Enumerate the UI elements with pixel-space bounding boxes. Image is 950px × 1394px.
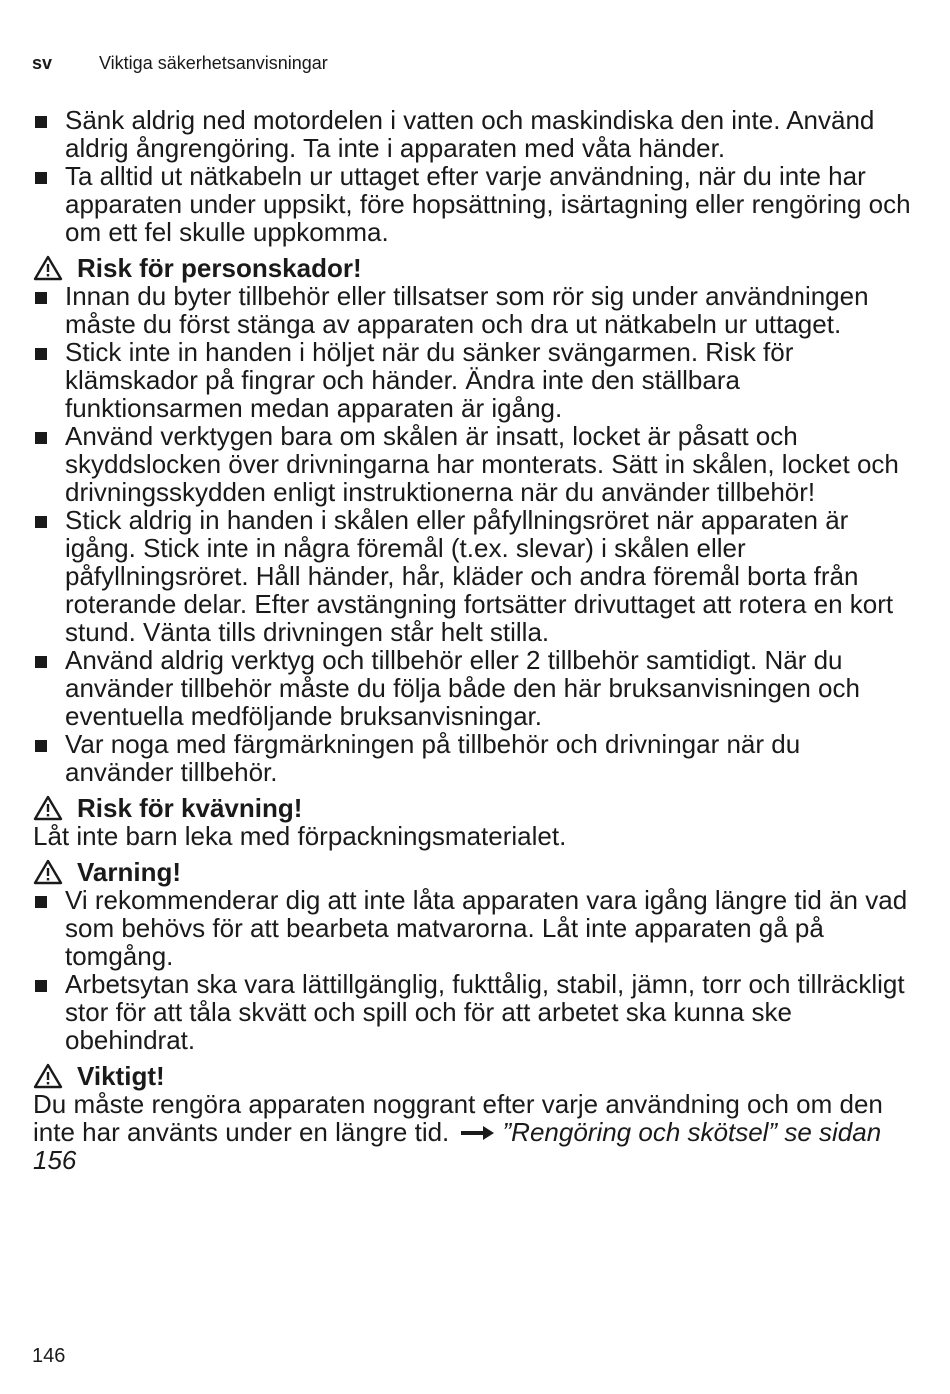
section-title: Viktiga säkerhetsanvisningar	[99, 53, 328, 73]
square-bullet-icon	[35, 116, 47, 128]
square-bullet-icon	[35, 348, 47, 360]
warning-heading-viktigt: Viktigt!	[33, 1062, 913, 1090]
square-bullet-icon	[35, 292, 47, 304]
warning-triangle-icon	[33, 859, 63, 885]
page-number: 146	[32, 1345, 66, 1367]
list-item: Ta alltid ut nätkabeln ur uttaget efter varje användning, när du inte har apparaten under uppsikt, före hopsättning, isärtagning eller rengöring och om ett fel skulle uppkomma.	[33, 162, 913, 246]
square-bullet-icon	[35, 432, 47, 444]
language-code: sv	[32, 53, 53, 73]
list-item: Vi rekommenderar dig att inte låta apparaten vara igång längre tid än vad som behövs för att bearbeta matvarorna. Låt inte apparaten gå på tomgång.	[33, 886, 913, 970]
square-bullet-icon	[35, 896, 47, 908]
list-item: Arbetsytan ska vara lättillgänglig, fukttålig, stabil, jämn, torr och tillräckligt stor för att tåla skvätt och spill och för att arbetet ska kunna ske obehindrat.	[33, 970, 913, 1054]
arrow-right-icon	[461, 1125, 495, 1141]
square-bullet-icon	[35, 516, 47, 528]
square-bullet-icon	[35, 980, 47, 992]
warning-triangle-icon	[33, 795, 63, 821]
cross-reference-link[interactable]: ”Rengöring och skötsel” se sidan 156	[33, 1117, 882, 1175]
warning-triangle-icon	[33, 1063, 63, 1089]
list-item: Stick inte in handen i höljet när du sänker svängarmen. Risk för klämskador på fingrar och händer. Ändra inte den ställbara funktionsarmen medan apparaten är igång.	[33, 338, 913, 422]
list-item: Stick aldrig in handen i skålen eller påfyllningsröret när apparaten är igång. Stick inte in några föremål (t.ex. slevar) i skålen eller påfyllningsröret. Håll händer, hår, kläder och andra föremål borta från roterande delar. Efter avstängning fortsätter drivuttaget att rotera en kort stund. Vänta tills drivningen står helt stilla.	[33, 506, 913, 646]
list-item: Innan du byter tillbehör eller tillsatser som rör sig under användningen måste du först stänga av apparaten och dra ut nätkabeln ur uttaget.	[33, 282, 913, 338]
warning-heading-varning: Varning!	[33, 858, 913, 886]
page-header	[32, 52, 328, 74]
paragraph: Du måste rengöra apparaten noggrant efter varje användning och om den inte har använts under en längre tid. ”Rengöring och skötsel” se sidan 156	[33, 1089, 883, 1175]
list-item: Var noga med färgmärkningen på tillbehör och drivningar när du använder tillbehör.	[33, 730, 913, 786]
square-bullet-icon	[35, 172, 47, 184]
warning-triangle-icon	[33, 255, 63, 281]
warning-heading-kvavning: Risk för kvävning!	[33, 794, 913, 822]
list-item: Använd aldrig verktyg och tillbehör eller 2 tillbehör samtidigt. När du använder tillbehör måste du följa både den här bruksanvisningen och eventuella medföljande bruksanvisningar.	[33, 646, 913, 730]
square-bullet-icon	[35, 656, 47, 668]
square-bullet-icon	[35, 740, 47, 752]
list-item: Använd verktygen bara om skålen är insatt, locket är påsatt och skyddslocken över drivningarna har monterats. Sätt in skålen, locket och drivningsskydden enligt instruktionerna när du använder tillbehör!	[33, 422, 913, 506]
paragraph: Låt inte barn leka med förpackningsmaterialet.	[33, 821, 567, 851]
warning-heading-personskador: Risk för personskador!	[33, 254, 913, 282]
page-content	[33, 106, 913, 1174]
list-item: Sänk aldrig ned motordelen i vatten och maskindiska den inte. Använd aldrig ångrengöring. Ta inte i apparaten med våta händer.	[33, 106, 913, 162]
